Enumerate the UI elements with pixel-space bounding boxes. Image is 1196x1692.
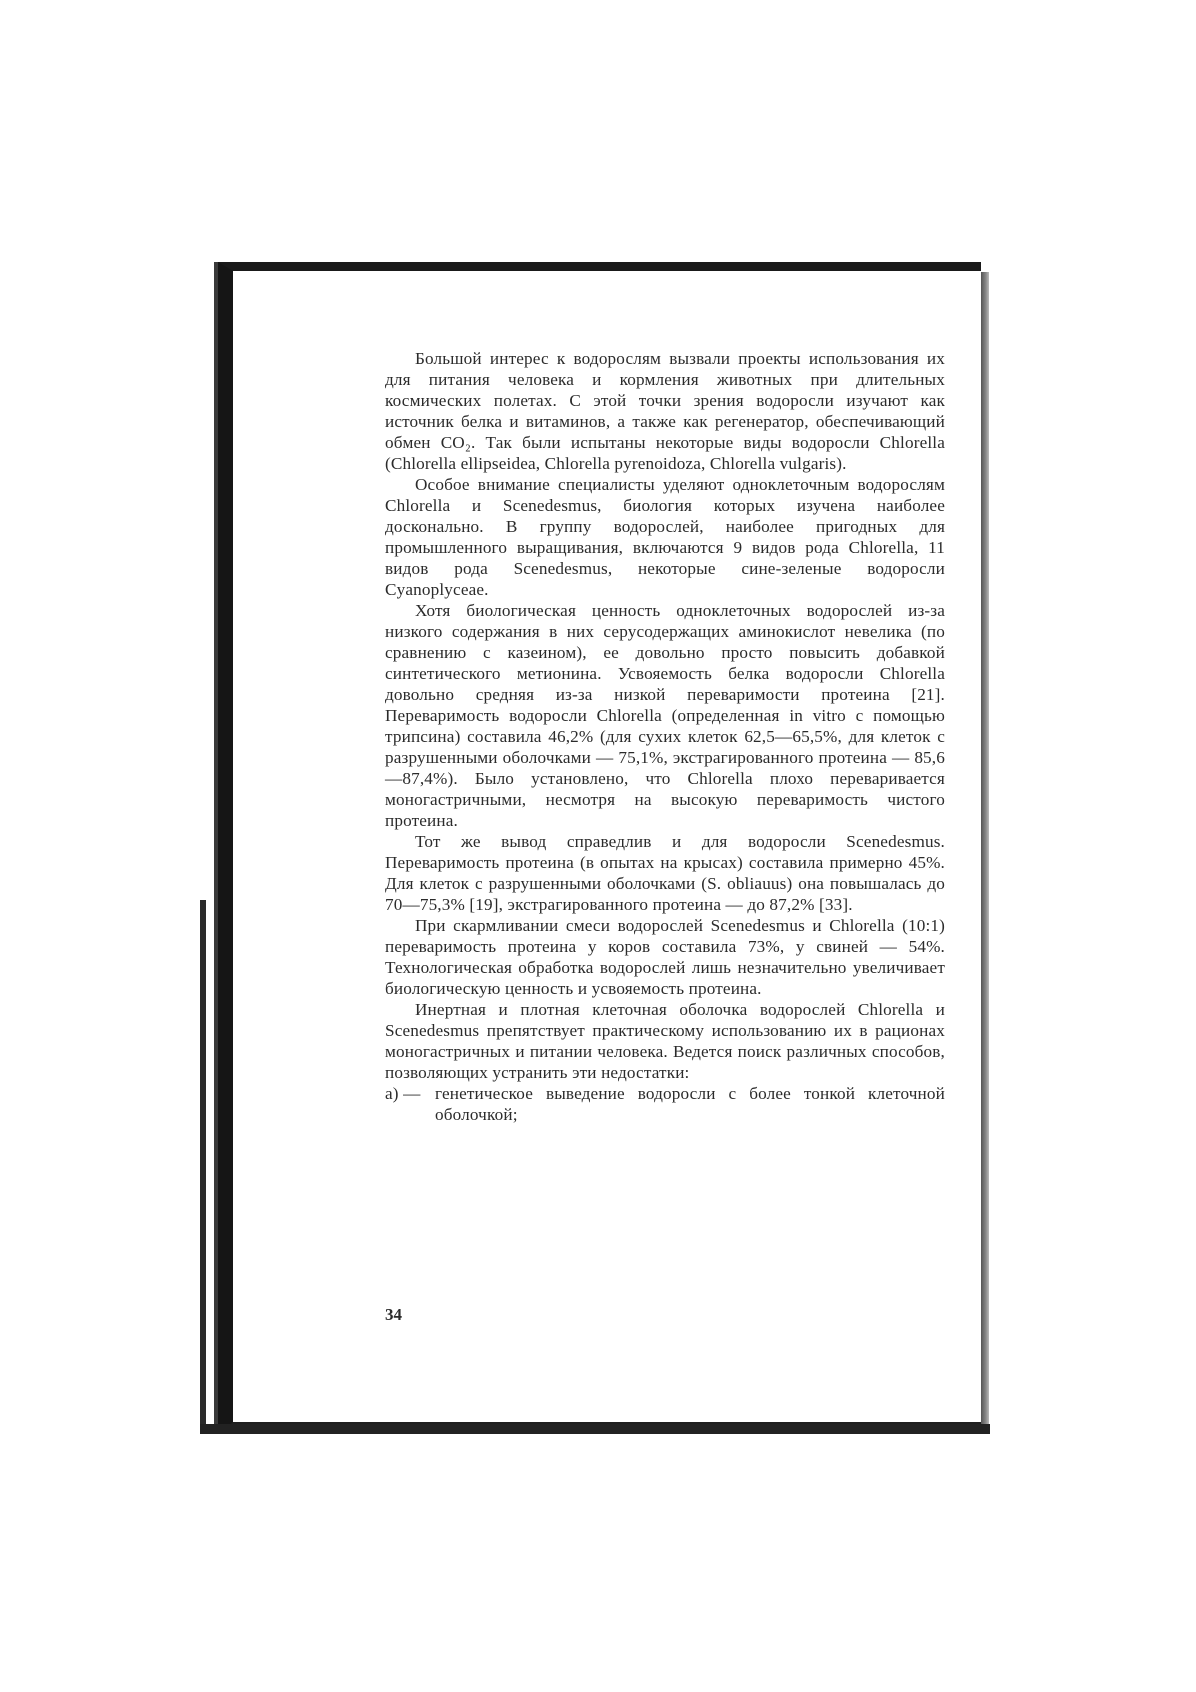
paragraph: Инертная и плотная клеточная оболочка водорослей Chlorella и Scenedesmus препятствует практическому использованию их в рационах моногастричных и питании человека. Ведется поиск различных способов, позволяющих устранить эти недостатки: <box>385 1000 945 1082</box>
paragraph: Тот же вывод справедлив и для водоросли Scenedesmus. Переваримость протеина (в опытах на крысах) составила примерно 45%. Для клеток с разрушенными оболочками (S. obliauus) она повышалась до 70—75,3% [19], экстрагированного протеина — до 87,2% [33]. <box>385 832 945 914</box>
list-marker: а) — <box>385 1084 421 1103</box>
scan-left-edge <box>200 900 206 1430</box>
list-item <box>385 1083 945 1125</box>
page-number: 34 <box>385 1305 402 1324</box>
paragraph: Хотя биологическая ценность одноклеточных водорослей из-за низкого содержания в них серусодержащих аминокислот невелика (по сравнению с казеином), ее довольно просто повысить добавкой синтетического метионина. Усвояемость белка водоросли Chlorella довольно средняя из-за низкой переваримости протеина [21]. Переваримость водоросли Chlorella (определенная in vitro с помощью трипсина) составила 46,2% (для сухих клеток 62,5—65,5%, для клеток с разрушенными оболочками — 75,1%, экстрагированного протеина — 85,6—87,4%). Было установлено, что Chlorella плохо переваривается моногастричными, несмотря на высокую переваримость чистого протеина. <box>385 601 945 830</box>
paragraph: При скармливании смеси водорослей Scenedesmus и Chlorella (10:1) переваримость протеина у коров составила 73%, у свиней — 54%. Технологическая обработка водорослей лишь незначительно увеличивает биологическую ценность и усвояемость протеина. <box>385 916 945 998</box>
scan-bottom-edge <box>200 1424 990 1434</box>
list-item-text: генетическое выведение водоросли с более тонкой клеточной оболочкой; <box>435 1084 945 1124</box>
scan-right-edge <box>981 272 989 1432</box>
paragraph: Большой интерес к водорослям вызвали проекты использования их для питания человека и кормления животных при длительных космических полетах. С этой точки зрения водоросли изучают как источник белка и витаминов, а также как регенератор, обеспечивающий обмен CO₂. Так были испытаны некоторые виды водоросли Chlorella (Chlorella ellipseidea, Chlorella pyrenoidoza, Chlorella vulgaris). <box>385 349 945 473</box>
paragraph: Особое внимание специалисты уделяют одноклеточным водорослям Chlorella и Scenedesmus, биология которых изучена наиболее досконально. В группу водорослей, наиболее пригодных для промышленного выращивания, включаются 9 видов рода Chlorella, 11 видов рода Scenedesmus, некоторые сине-зеленые водоросли Cyanoplyceae. <box>385 475 945 599</box>
body-text <box>385 348 945 1125</box>
